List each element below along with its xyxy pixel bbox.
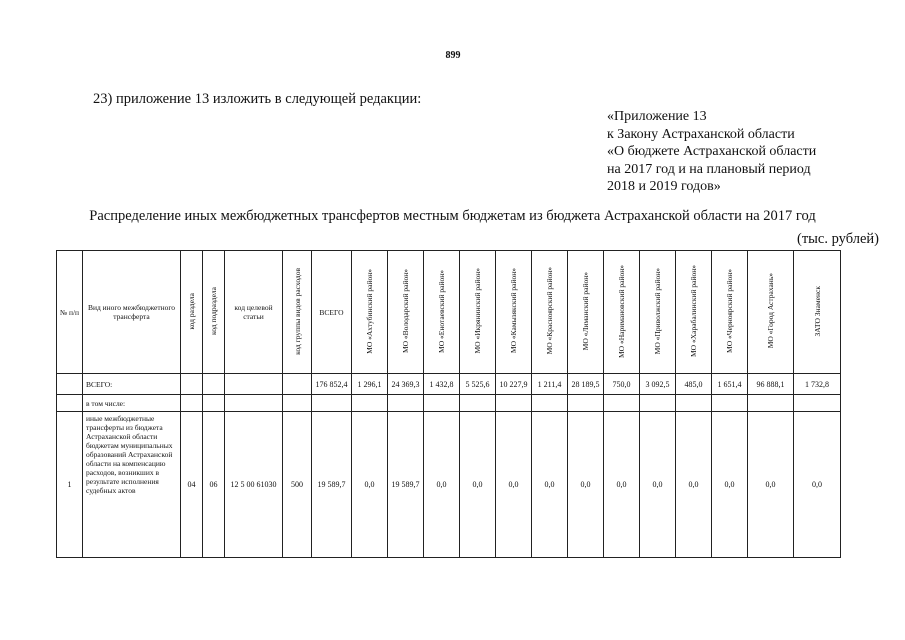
total-label: ВСЕГО: [83,374,181,395]
page-number: 899 [445,50,461,61]
col-header-district: МО «Икрянинский район» [460,251,496,374]
header-row [57,251,841,374]
table-row [57,412,841,558]
row-section: 04 [181,412,203,558]
col-header-district: МО «Володарский район» [388,251,424,374]
appendix-line: «Приложение 13 [607,109,707,124]
appendix-line: на 2017 год и на плановый период [607,161,811,177]
col-header-district: МО «Красноярский район» [532,251,568,374]
col-header-district: МО «Камызякский район» [496,251,532,374]
col-header-total: ВСЕГО [312,251,352,374]
col-header-district: МО «Приволжский район» [640,251,676,374]
total-cell: 24 369,3 [388,374,424,395]
row-cell: 0,0 [794,412,841,558]
row-subsection: 06 [203,412,225,558]
col-header-district: МО «Город Астрахань» [748,251,794,374]
row-cell: 0,0 [712,412,748,558]
row-description: иные межбюджетные трансферты из бюджета Астраханской области бюджетам муниципальных образований Астраханской области на компенсацию расходов, возникших в результате исполнения судебных актов [83,412,181,558]
total-cell: 10 227,9 [496,374,532,395]
total-cell: 176 852,4 [312,374,352,395]
appendix-line: «О бюджете Астраханской области [607,144,817,159]
col-header-subsection: код подраздела [203,251,225,374]
total-cell: 1 211,4 [532,374,568,395]
row-cell: 0,0 [604,412,640,558]
appendix-line: к Закону Астраханской области [607,126,795,142]
row-target: 12 5 00 61030 [225,412,283,558]
transfers-table [56,250,841,558]
row-cell: 0,0 [748,412,794,558]
col-header-num: № п/п [57,251,83,374]
col-header-type: Вид иного межбюджетного трансферта [83,251,181,374]
total-cell: 28 189,5 [568,374,604,395]
row-num: 1 [57,412,83,558]
col-header-group: код группы видов расходов [283,251,312,374]
row-total: 19 589,7 [312,412,352,558]
col-header-district: ЗАТО Знаменск [794,251,841,374]
including-row [57,395,841,412]
appendix-line: 2018 и 2019 годов» [607,179,721,194]
row-cell: 0,0 [532,412,568,558]
col-header-district: МО «Черноярский район» [712,251,748,374]
row-cell: 0,0 [496,412,532,558]
row-cell: 0,0 [460,412,496,558]
col-header-district: МО «Харабалинский район» [676,251,712,374]
total-cell: 1 651,4 [712,374,748,395]
total-cell: 1 732,8 [794,374,841,395]
col-header-district: МО «Лиманский район» [568,251,604,374]
col-header-target: код целевой статьи [225,251,283,374]
row-cell: 0,0 [352,412,388,558]
total-cell: 485,0 [676,374,712,395]
row-cell: 0,0 [676,412,712,558]
row-cell: 19 589,7 [388,412,424,558]
row-cell: 0,0 [640,412,676,558]
row-cell: 0,0 [568,412,604,558]
table-title: Распределение иных межбюджетных трансфертов местным бюджетам из бюджета Астраханской области на 2017 год [89,208,816,224]
col-header-district: МО «Наримановский район» [604,251,640,374]
units-label: (тыс. рублей) [797,231,879,247]
total-row [57,374,841,395]
including-label: в том числе: [83,395,181,412]
total-cell: 1 296,1 [352,374,388,395]
col-header-district: МО «Ахтубинский район» [352,251,388,374]
intro-text: 23) приложение 13 изложить в следующей редакции: [93,91,422,107]
total-cell: 96 888,1 [748,374,794,395]
appendix-block [607,108,867,196]
total-cell: 5 525,6 [460,374,496,395]
col-header-section: код раздела [181,251,203,374]
total-cell: 3 092,5 [640,374,676,395]
row-cell: 0,0 [424,412,460,558]
total-cell: 1 432,8 [424,374,460,395]
col-header-district: МО «Енотаевский район» [424,251,460,374]
total-cell: 750,0 [604,374,640,395]
row-group: 500 [283,412,312,558]
